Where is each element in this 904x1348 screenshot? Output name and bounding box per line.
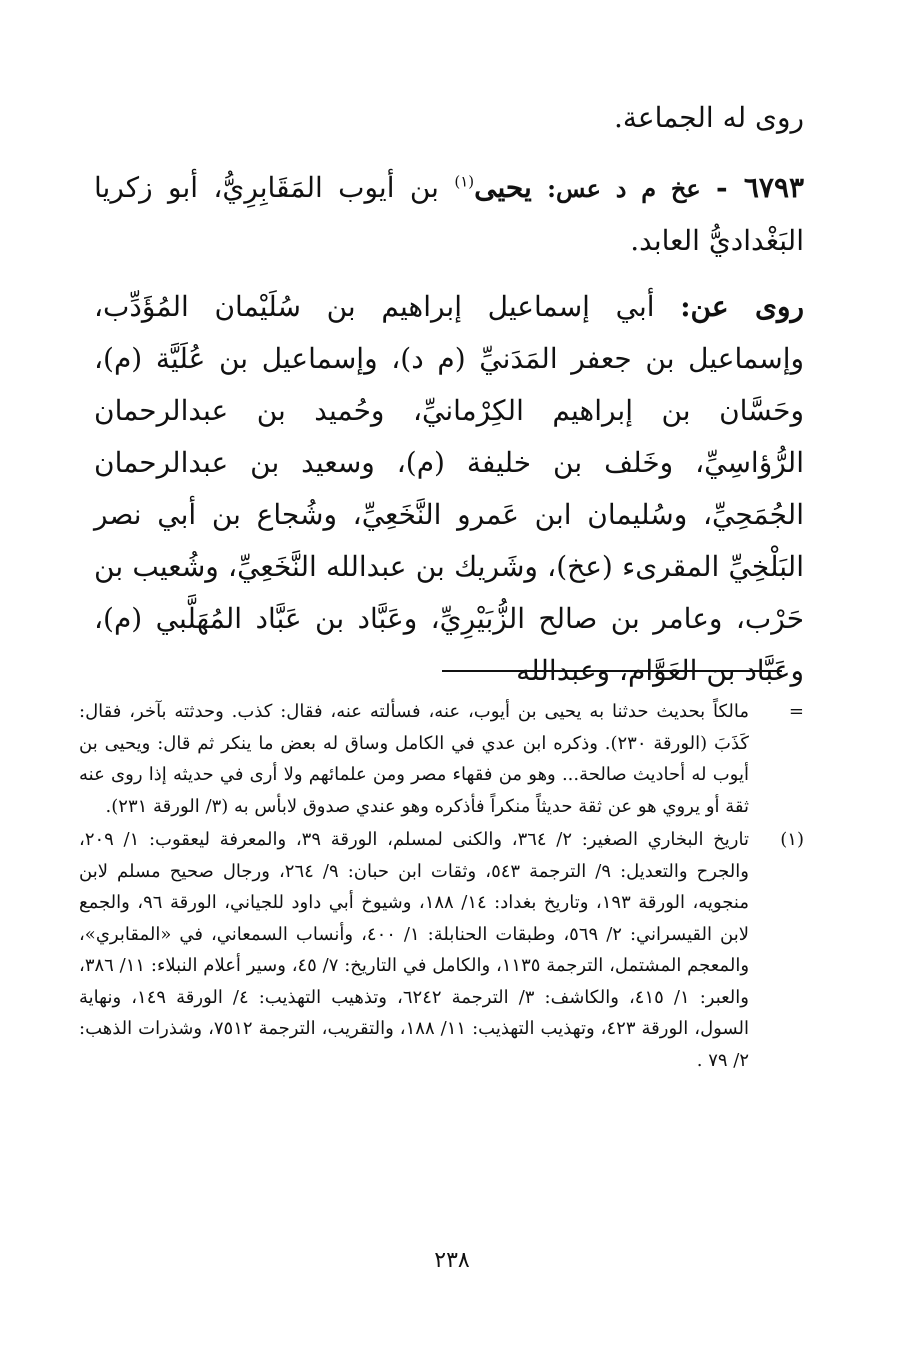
- page-number: ٢٣٨: [434, 1248, 470, 1273]
- footnote-marker: (١): [780, 829, 804, 850]
- footnote-marker: =: [788, 701, 804, 722]
- entry-number: ٦٧٩٣ -: [716, 171, 805, 204]
- entry-sigla: عخ م د عس:: [547, 174, 701, 203]
- closing-line: روى له الجماعة.: [613, 101, 804, 134]
- footnote-continuation: [79, 696, 804, 822]
- footnotes: [79, 696, 804, 1078]
- footnote-1: [79, 824, 804, 1076]
- main-text: [94, 92, 804, 711]
- narrators-paragraph: [94, 281, 804, 697]
- footnote-text: تاريخ البخاري الصغير: ٢/ ٣٦٤، والكنى لمسلم، الورقة ٣٩، والمعرفة ليعقوب: ١/ ٢٠٩، والجرح والتعديل: ٩/ الترجمة ٥٤٣، وثقات ابن حبان: ٩/ ٢٦٤، ورجال صحيح مسلم لابن منجويه، الورقة ١٩٣، وتاريخ بغداد: ١٤/ ١٨٨، وشيوخ أبي داود للجياني، الورقة ٩٦، والجمع لابن القيسراني: ٢/ ٥٦٩، وطبقات الحنابلة: ١/ ٤٠٠، وأنساب السمعاني، في «المقابري»، والمعجم المشتمل، الترجمة ١١٣٥، والكامل في التاريخ: ٧/ ٤٥، وسير أعلام النبلاء: ١١/ ٣٨٦، والعبر: ١/ ٤١٥، والكاشف: ٣/ الترجمة ٦٢٤٢، وتذهيب التهذيب: ٤/ الورقة ١٤٩، ونهاية السول، الورقة ٤٢٣، وتهذيب التهذيب: ١١/ ١٨٨، والتقريب، الترجمة ٧٥١٢، وشذرات الذهب: ٢/ ٧٩ .: [79, 829, 750, 1071]
- entry-name-first: يحيى: [474, 171, 532, 204]
- entry-heading: [94, 162, 804, 267]
- narrators-list: أبي إسماعيل إبراهيم بن سُلَيْمان المُؤَدِّب، وإسماعيل بن جعفر المَدَنيِّ (م د)، وإسماعيل بن عُلَيَّة (م)، وحَسَّان بن إبراهيم الكِرْمانيِّ، وحُميد بن عبدالرحمان الرُّؤاسِيِّ، وخَلف بن خليفة (م)، وسعيد بن عبدالرحمان الجُمَحِيِّ، وسُليمان ابن عَمرو النَّخَعِيِّ، وشُجاع بن أبي نصر البَلْخِيِّ المقرىء (عخ)، وشَريك بن عبدالله النَّخَعِيِّ، وشُعيب بن حَرْب، وعامر بن صالح الزُّبَيْرِيِّ، وعَبَّاد بن عَبَّاد المُهَلَّبي (م)، وعَبَّاد بن العَوَّام، وعبدالله: [94, 290, 804, 687]
- footnote-separator: [442, 670, 782, 672]
- footnote-text: مالكاً بحديث حدثنا به يحيى بن أيوب، عنه، فسألته عنه، فقال: كذب. وحدثته بآخر، فقال: كَذَبَ (الورقة ٢٣٠). وذكره ابن عدي في الكامل وساق له بعض ما ينكر ثم قال: ويحيى بن أيوب له أحاديث صالحة... وهو من فقهاء مصر ومن علمائهم ولا أرى في حديثه إذا روى عنه ثقة أو يروي هو عن ثقة حديثاً منكراً فأذكره وهو عندي صدوق لابأس به (٣/ الورقة ٢٣١).: [79, 701, 749, 817]
- entry-name-rest: بن أيوب المَقَابِرِيُّ، أبو زكريا البَغْداديُّ العابد.: [94, 171, 804, 257]
- narrated-from-label: روى عن:: [680, 290, 804, 323]
- footnote-reference[interactable]: (١): [454, 172, 475, 191]
